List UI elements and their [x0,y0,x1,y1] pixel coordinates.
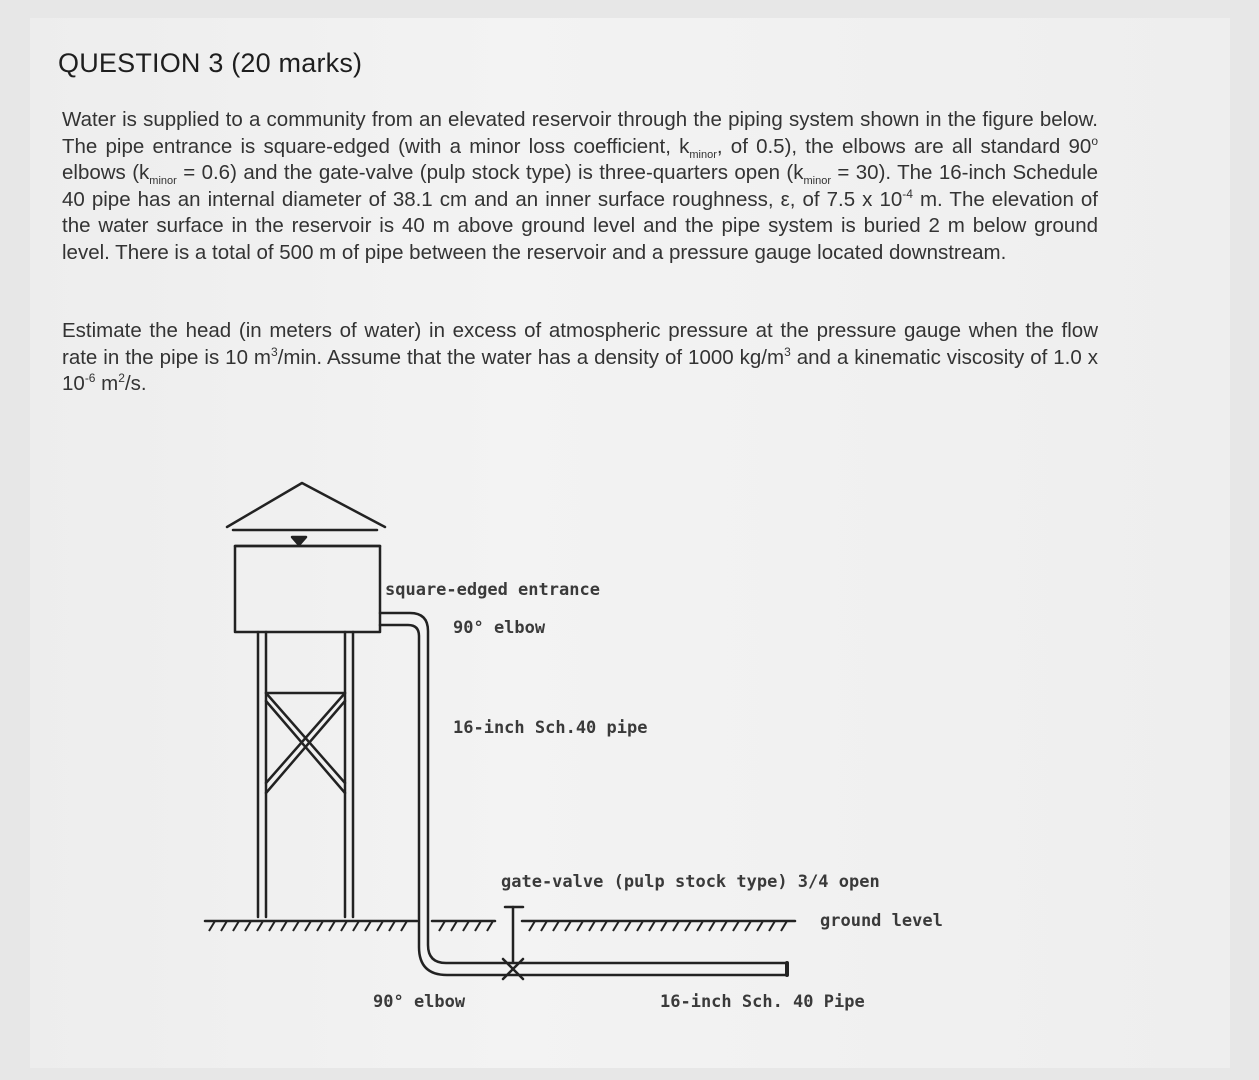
task-statement [62,318,1098,398]
label-gate-valve: gate-valve (pulp stock type) 3/4 open [501,872,880,892]
water-level-symbol [292,537,306,545]
text-run: , of 0.5), the elbows are all standard 90 [716,134,1092,158]
superscript: -4 [902,186,913,201]
superscript: 2 [118,371,125,386]
text-run: Water is supplied to a community from an elevated reservoir through the piping system shown in the figure below. The pipe entrance is square-edged (with a minor loss coefficient, k [62,108,1098,158]
ground-hatching [209,921,787,931]
superscript: -6 [84,371,96,386]
label-pipe-horizontal: 16-inch Sch. 40 Pipe [660,992,865,1012]
reservoir-roof [227,483,385,527]
question-title: QUESTION 3 (20 marks) [58,48,363,78]
text-run: m. The elevation of the water surface in the reservoir is 40 m above ground level and the pipe system is buried 2 m below ground level. There is a total of 500 m of pipe between the reservoir and a pressure gauge located downstream. [62,187,1098,264]
label-entrance: square-edged entrance [385,580,600,600]
text-run: /min. Assume that the water has a density of 1000 kg/m [277,345,785,369]
text-run: = 0.6) and the gate-valve (pulp stock type) is three-quarters open (k [176,161,804,184]
reservoir-tank [235,546,380,632]
problem-statement [62,107,1098,266]
text-run: elbows (k [62,161,150,184]
subscript: minor [689,148,717,161]
superscript: o [1091,133,1098,148]
text-run: Estimate the head (in meters of water) in excess of atmospheric pressure at the pressure gauge when the flow rate in the pipe is 10 m [62,319,1098,369]
label-elbow-bottom: 90° elbow [373,992,466,1012]
label-elbow-top: 90° elbow [453,618,546,638]
superscript: 3 [784,344,791,359]
text-run: = 30). The 16-inch Schedule 40 pipe has an internal diameter of 38.1 cm and an inner surface roughness, ε, of 7.5 x 10 [62,161,1098,211]
text-run: and a kinematic viscosity of 1.0 x 10 [62,345,1098,395]
label-ground-level: ground level [820,911,943,931]
superscript: 3 [271,344,278,359]
subscript: minor [149,175,177,188]
pipe-outer [380,613,787,963]
text-run: m [95,372,119,395]
text-run: /s. [124,372,147,395]
piping-system-diagram [195,475,995,1035]
label-pipe-vertical: 16-inch Sch.40 pipe [453,718,648,738]
subscript: minor [803,175,831,188]
